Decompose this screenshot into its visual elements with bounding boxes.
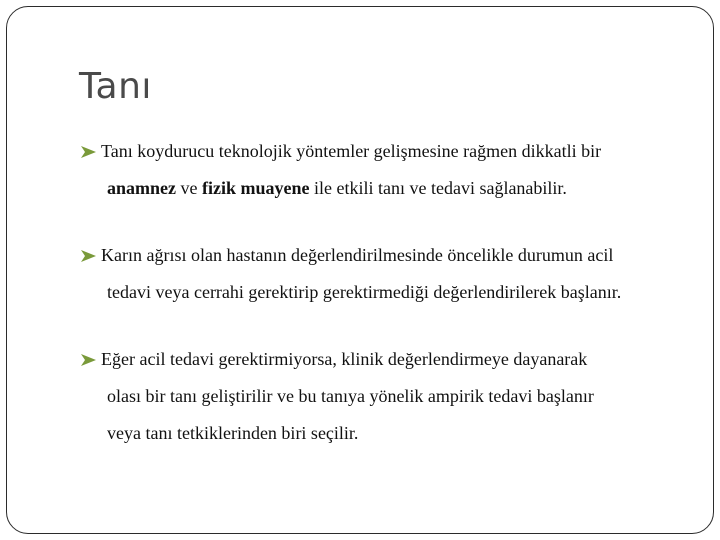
bullet-text-line: olası bir tanı geliştirilir ve bu tanıya yönelik ampirik tedavi başlanır [107,386,594,406]
bullet-text-line: Eğer acil tedavi gerektirmiyorsa, klinik değerlendirmeye dayanarak [101,349,588,369]
bullet-text-line: Karın ağrısı olan hastanın değerlendirilmesinde öncelikle durumun acil [101,245,614,265]
bullet-item [81,133,701,207]
arrow-bullet-icon [81,354,96,366]
bullet-text-line [101,170,701,207]
text-fragment: ile etkili tanı ve tedavi sağlanabilir. [309,178,567,198]
bullet-text-line: Tanı koydurucu teknolojik yöntemler gelişmesine rağmen dikkatli bir [101,141,602,161]
text-fragment: ve [176,178,202,198]
slide-title: Tanı [79,66,152,107]
bold-term: anamnez [107,178,176,198]
bullet-list [81,133,701,452]
bullet-text-line: tedavi veya cerrahi gerektirip gerektirmediği değerlendirilerek başlanır. [107,282,622,302]
arrow-bullet-icon [81,250,96,262]
bullet-item [81,341,701,452]
bold-term: fizik muayene [202,178,310,198]
bullet-text-line: veya tanı tetkiklerinden biri seçilir. [107,423,359,443]
bullet-item [81,237,701,311]
slide [6,6,714,534]
arrow-bullet-icon [81,146,96,158]
